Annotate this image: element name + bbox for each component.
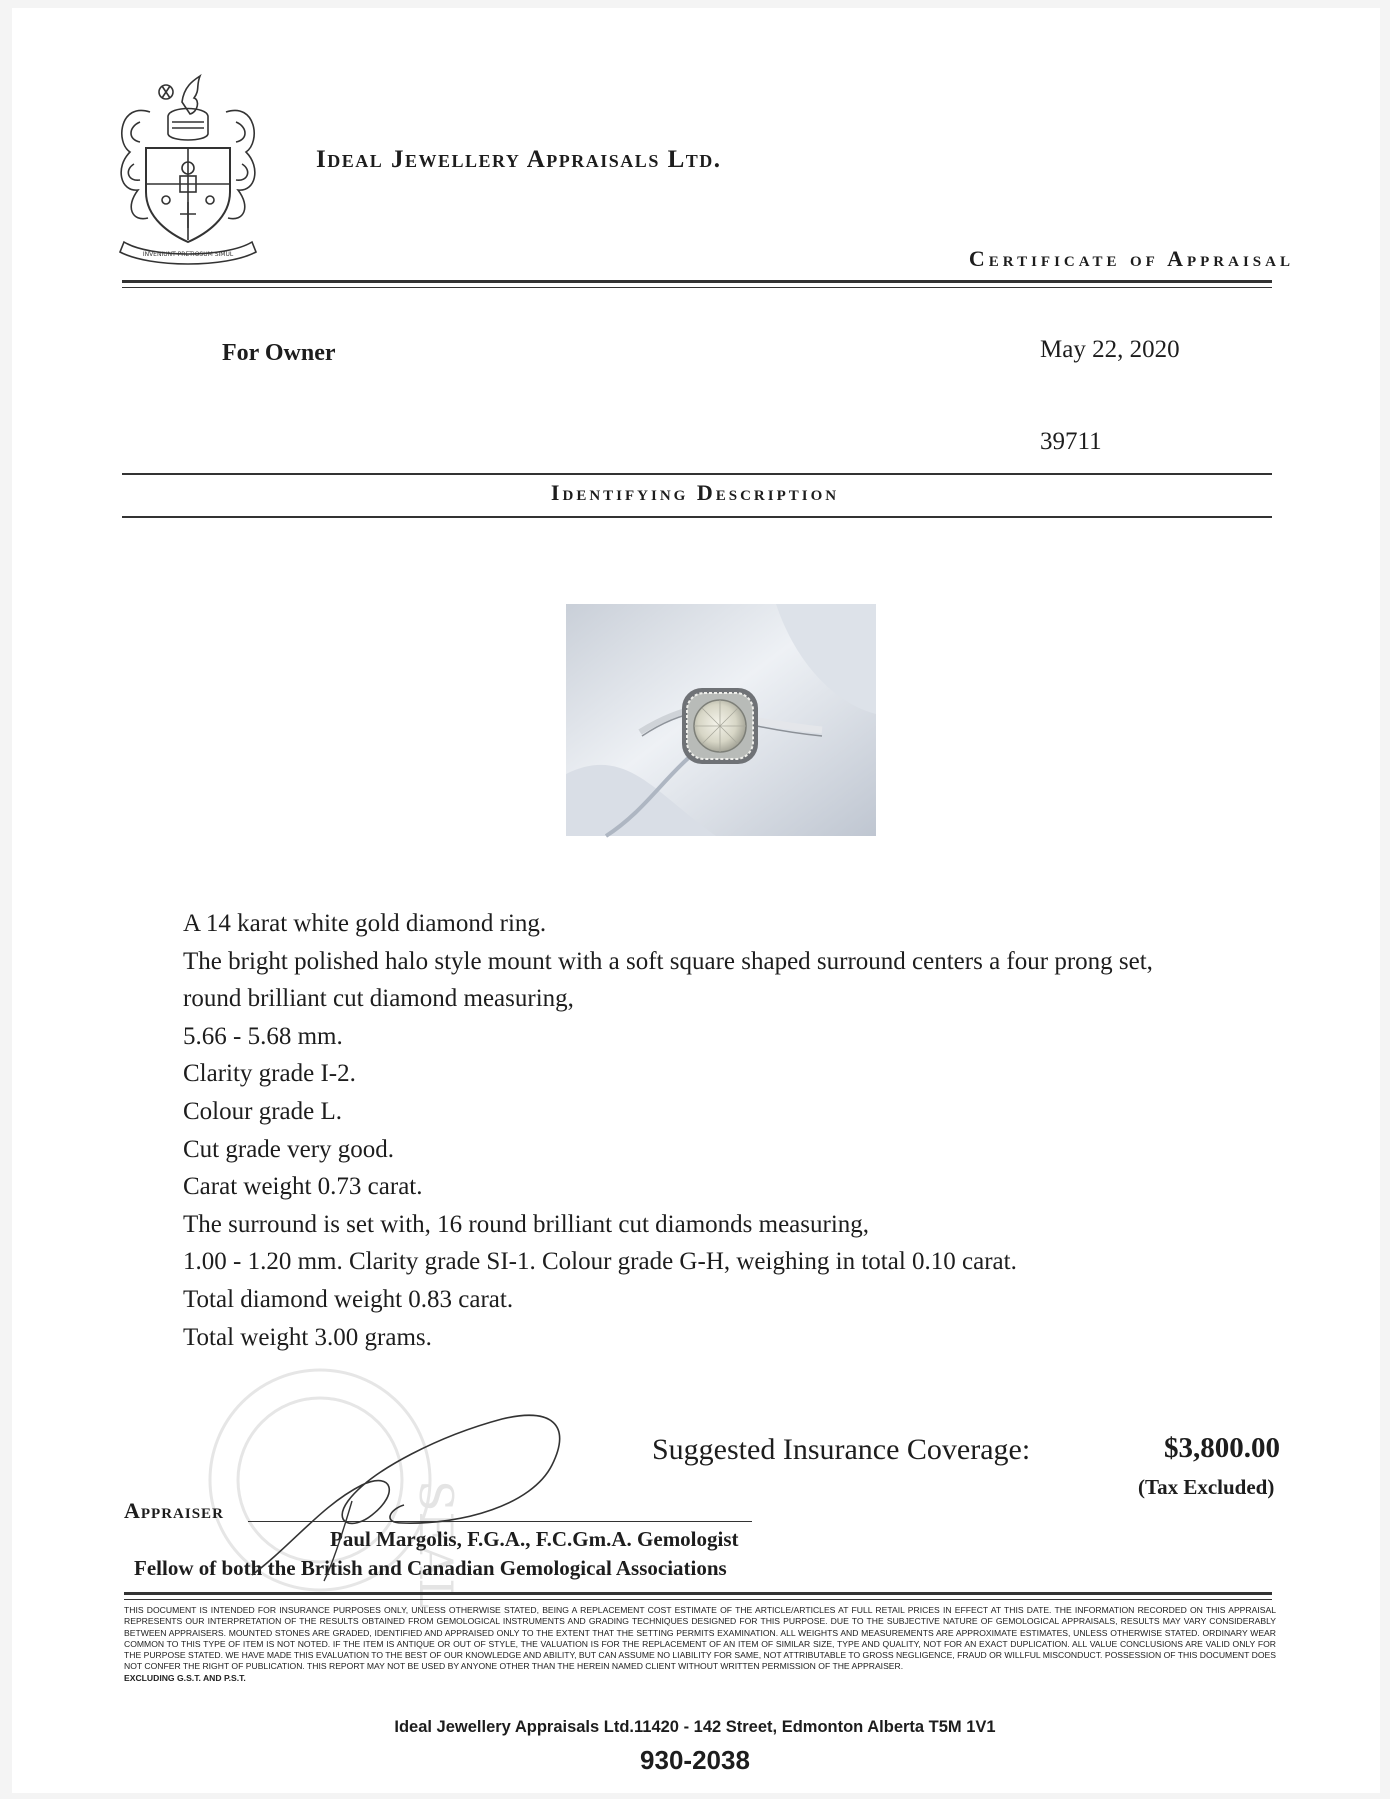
company-phone: 930-2038 <box>640 1745 750 1775</box>
disclaimer-tax-note: EXCLUDING G.S.T. AND P.S.T. <box>124 1672 246 1683</box>
section-divider-top <box>122 473 1272 475</box>
coat-of-arms-logo <box>110 72 266 268</box>
appraiser-label: Appraiser <box>124 1498 224 1523</box>
footer-divider <box>124 1592 1272 1595</box>
company-name: Ideal Jewellery Appraisals Ltd. <box>316 146 722 173</box>
reference-number: 39711 <box>1040 428 1102 455</box>
disclaimer-body: THIS DOCUMENT IS INTENDED FOR INSURANCE PURPOSES ONLY, UNLESS OTHERWISE STATED, BEING A REPLACEMENT COST ESTIMATE OF THE ARTICLE/ARTICLES AT FULL RETAIL PRICES IN EFFECT AT THIS DATE. THE INFORMATION RECORDED ON THIS APPRAISAL REPRESENTS OUR INTERPRETATION OF THE RESULTS OBTAINED FROM GEMOLOGICAL INSTRUMENTS AND GRADING TECHNIQUES DESIGNED FOR THIS PURPOSE. DUE TO THE SUBJECTIVE NATURE OF GEMOLOGICAL APPRAISALS, RESULTS MAY VARY CONSIDERABLY BETWEEN APPRAISERS. MOUNTED STONES ARE GRADED, IDENTIFIED AND APPRAISED ONLY TO THE EXTENT THAT THE SETTING PERMITS EXAMINATION. ALL WEIGHTS AND MEASUREMENTS ARE APPROXIMATE ESTIMATES, UNLESS OTHERWISE STATED. ORDINARY WEAR COMMON TO THIS TYPE OF ITEM IS NOT NOTED. IF THE ITEM IS ANTIQUE OR OUT OF STYLE, THE VALUATION IS FOR THE REPLACEMENT OF AN ITEM OF SIMILAR SIZE, TYPE AND QUALITY, NOT FOR AN EXACT DUPLICATION. ALL VALUE CONCLUSIONS ARE VALID ONLY FOR THE PURPOSE STATED. WE HAVE MADE THIS EVALUATION TO THE BEST OF OUR KNOWLEDGE AND ABILITY, BUT CAN ASSUME NO LIABILITY FOR SAME, NOT ATTRIBUTABLE TO GROSS NEGLIGENCE, FRAUD OR WILLFUL MISCONDUCT. POSSESSION OF THIS DOCUMENT DOES NOT CONFER THE RIGHT OF PUBLICATION. THIS REPORT MAY NOT BE USED BY ANYONE OTHER THAN THE HEREIN NAMED CLIENT WITHOUT WRITTEN PERMISSION OF THE APPRAISER. <box>124 1605 1276 1672</box>
header-divider <box>122 280 1272 283</box>
description-line: Carat weight 0.73 carat. <box>183 1173 423 1201</box>
description-line: Total diamond weight 0.83 carat. <box>183 1285 514 1313</box>
description-line: The bright polished halo style mount with a soft square shaped surround centers a four prong set, <box>183 947 1153 975</box>
crest-motto: INVENIUNT PRETIOSUM SIMUL <box>142 251 234 258</box>
diamond-halo-ring-photo <box>566 604 876 836</box>
description-line: Cut grade very good. <box>183 1135 395 1163</box>
description-line: Clarity grade I-2. <box>183 1060 356 1088</box>
description-line: 5.66 - 5.68 mm. <box>183 1022 343 1050</box>
section-title: Identifying Description <box>550 480 840 505</box>
disclaimer-text <box>124 1605 1276 1684</box>
company-address: Ideal Jewellery Appraisals Ltd.11420 - 142 Street, Edmonton Alberta T5M 1V1 <box>394 1718 996 1736</box>
insurance-coverage-value: $3,800.00 <box>1164 1432 1280 1464</box>
header-divider-thin <box>122 287 1272 288</box>
item-description <box>183 905 1283 1356</box>
description-line: Total weight 3.00 grams. <box>183 1323 432 1351</box>
appraisal-date: May 22, 2020 <box>1040 336 1180 363</box>
appraiser-signature <box>232 1405 582 1585</box>
seal-text: SEAL <box>409 1480 463 1609</box>
description-line: The surround is set with, 16 round brilliant cut diamonds measuring, <box>183 1210 870 1238</box>
certificate-title: Certificate of Appraisal <box>968 246 1294 271</box>
description-line: A 14 karat white gold diamond ring. <box>183 910 547 937</box>
appraiser-name: Paul Margolis, F.G.A., F.C.Gm.A. Gemologist <box>330 1527 739 1551</box>
owner-label: For Owner <box>222 340 336 366</box>
insurance-coverage-label: Suggested Insurance Coverage: <box>652 1433 1031 1466</box>
section-divider-bottom <box>122 516 1272 518</box>
description-line: Colour grade L. <box>183 1097 342 1125</box>
description-line: round brilliant cut diamond measuring, <box>183 985 574 1013</box>
tax-note: (Tax Excluded) <box>1138 1475 1275 1499</box>
footer-divider-thin <box>124 1599 1272 1600</box>
description-line: 1.00 - 1.20 mm. Clarity grade SI-1. Colour grade G-H, weighing in total 0.10 carat. <box>183 1248 1017 1276</box>
appraiser-credentials: Fellow of both the British and Canadian Gemological Associations <box>134 1556 727 1580</box>
